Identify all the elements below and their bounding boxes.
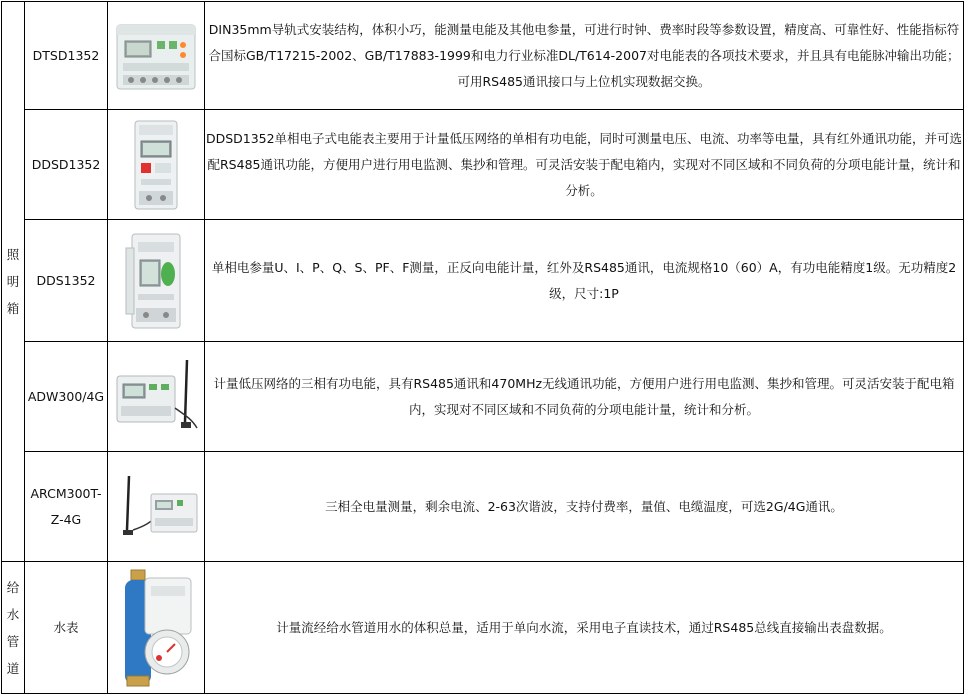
model-line: ARCM300T- bbox=[30, 485, 102, 501]
product-image-cell bbox=[108, 110, 205, 220]
product-image-cell bbox=[108, 2, 205, 110]
description-cell: 计量低压网络的三相有功电能，具有RS485通讯和470MHz无线通讯功能，方便用户进行用电监测、集抄和管理。可灵活安装于配电箱内，实现对不同区域和不同负荷的分项电能计量，统计和分析。 bbox=[205, 342, 964, 452]
product-spec-table bbox=[1, 1, 964, 694]
wireless-meter-with-antenna-image bbox=[111, 352, 201, 442]
model-cell: DTSD1352 bbox=[25, 2, 108, 110]
description-cell: DIN35mm导轨式安装结构，体积小巧，能测量电能及其他电参量，可进行时钟、费率时段等参数设置，精度高、可靠性好、性能指标符合国标GB/T17215-2002、GB/T17883-1999和电力行业标准DL/T614-2007对电能表的各项技术要求，并且具有电能脉冲输出功能；可用RS485通讯接口与上位机实现数据交换。 bbox=[205, 2, 964, 110]
description-cell: 单相电参量U、I、P、Q、S、PF、F测量，正反向电能计量，红外及RS485通讯，电流规格10（60）A，有功电能精度1级。无功精度2级，尺寸:1P bbox=[205, 220, 964, 342]
table-row bbox=[2, 562, 964, 694]
model-cell bbox=[25, 452, 108, 562]
product-image-cell bbox=[108, 452, 205, 562]
product-image-cell bbox=[108, 220, 205, 342]
category-char: 水 bbox=[6, 606, 20, 622]
table-row bbox=[2, 110, 964, 220]
4g-meter-with-antenna-image bbox=[111, 472, 201, 542]
category-water-supply bbox=[2, 562, 25, 694]
table-row bbox=[2, 220, 964, 342]
model-cell: 水表 bbox=[25, 562, 108, 694]
category-lighting-box bbox=[2, 2, 25, 562]
product-image-cell bbox=[108, 562, 205, 694]
category-char: 照 bbox=[6, 247, 20, 262]
category-char: 明 bbox=[6, 274, 20, 289]
model-cell: DDS1352 bbox=[25, 220, 108, 342]
category-char: 箱 bbox=[6, 301, 20, 316]
single-phase-compact-meter-image bbox=[116, 228, 196, 334]
table-row bbox=[2, 342, 964, 452]
water-meter-image bbox=[111, 566, 201, 690]
description-cell: 计量流经给水管道用水的体积总量，适用于单向水流，采用电子直读技术，通过RS485总线直接输出表盘数据。 bbox=[205, 562, 964, 694]
description-cell: 三相全电量测量，剩余电流、2-63次谐波，支持付费率，量值、电缆温度，可选2G/4G通讯。 bbox=[205, 452, 964, 562]
model-cell: DDSD1352 bbox=[25, 110, 108, 220]
table-row bbox=[2, 452, 964, 562]
table-row bbox=[2, 2, 964, 110]
description-cell: DDSD1352单相电子式电能表主要用于计量低压网络的单相有功电能，同时可测量电压、电流、功率等电量，具有红外通讯功能，并可选配RS485通讯功能，方便用户进行用电监测、集抄和管理。可灵活安装于配电箱内，实现对不同区域和不同负荷的分项电能计量，统计和分析。 bbox=[205, 110, 964, 220]
category-char: 道 bbox=[6, 660, 20, 676]
model-cell: ADW300/4G bbox=[25, 342, 108, 452]
category-char: 管 bbox=[6, 633, 20, 649]
din-rail-three-phase-meter-image bbox=[113, 17, 199, 95]
model-line: Z-4G bbox=[50, 511, 82, 527]
category-char: 给 bbox=[6, 579, 20, 595]
product-image-cell bbox=[108, 342, 205, 452]
single-phase-din-meter-image bbox=[121, 117, 191, 213]
